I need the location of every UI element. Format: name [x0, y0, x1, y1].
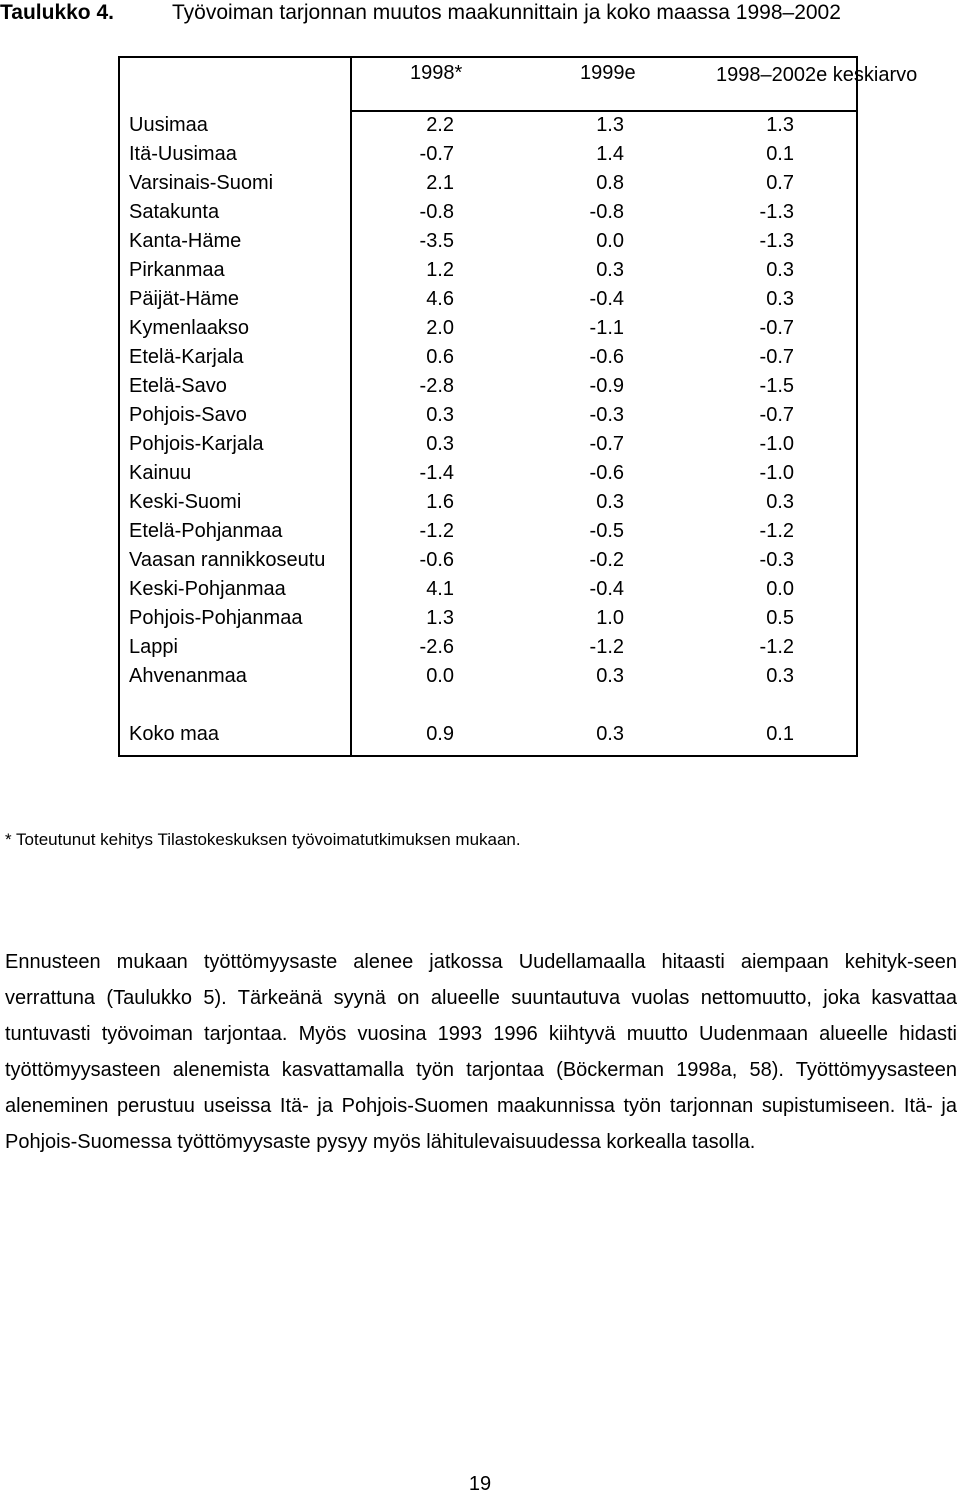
table-row-value-1999: -0.2 — [589, 549, 624, 571]
table-row-value-1998: 0.6 — [426, 346, 454, 368]
table-row-value-1998: -1.4 — [419, 462, 454, 484]
table-row-value-1998: 1.6 — [426, 491, 454, 513]
table-row-value-1999: -0.8 — [589, 201, 624, 223]
table-row-region-label: Itä-Uusimaa — [129, 143, 237, 165]
caption-title: Työvoiman tarjonnan muutos maakunnittain ja koko maassa 1998–2002 — [172, 1, 841, 24]
table-row-value-1999: 0.3 — [596, 491, 624, 513]
table-row-value-1998: 1.3 — [426, 607, 454, 629]
table-row-value-1998: 4.1 — [426, 578, 454, 600]
table-row-value-average: 0.5 — [766, 607, 794, 629]
table-row-value-average: -0.7 — [759, 317, 794, 339]
table-row-region-label: Keski-Suomi — [129, 491, 242, 513]
table-row-region-label: Pohjois-Savo — [129, 404, 247, 426]
table-row-value-average: -1.0 — [759, 462, 794, 484]
table-row-value-1998: 0.3 — [426, 404, 454, 426]
table-row-region-label: Keski-Pohjanmaa — [129, 578, 286, 600]
table-row-value-average: -0.3 — [759, 549, 794, 571]
table-row-value-1998: -0.7 — [419, 143, 454, 165]
table-row-value-1998: 1.2 — [426, 259, 454, 281]
table-row-value-average: -0.7 — [759, 346, 794, 368]
data-table — [118, 56, 918, 757]
table-row-value-1999: 1.3 — [596, 114, 624, 136]
table-row-value-1999: 0.8 — [596, 172, 624, 194]
table-row-value-1998: -0.6 — [419, 549, 454, 571]
total-row-value-1998: 0.9 — [426, 723, 454, 745]
table-row-region-label: Etelä-Pohjanmaa — [129, 520, 283, 542]
table-row-value-1999: -0.6 — [589, 346, 624, 368]
table-row-value-average: -1.5 — [759, 375, 794, 397]
table-row-region-label: Varsinais-Suomi — [129, 172, 274, 194]
table-row-value-1998: -2.8 — [419, 375, 454, 397]
table-row-value-average: 0.3 — [766, 665, 794, 687]
table-row-value-1998: 4.6 — [426, 288, 454, 310]
table-row-value-average: -1.0 — [759, 433, 794, 455]
table-row-value-average: 0.1 — [766, 143, 794, 165]
table-row-value-1998: -3.5 — [419, 230, 454, 252]
table-row-region-label: Etelä-Savo — [129, 375, 227, 397]
page-number: 19 — [468, 1473, 492, 1495]
table-row-region-label: Uusimaa — [129, 114, 208, 136]
table-row-region-label: Pohjois-Karjala — [129, 433, 264, 455]
column-divider — [350, 58, 352, 755]
table-row-region-label: Ahvenanmaa — [129, 665, 247, 687]
table-row-value-1998: 2.0 — [426, 317, 454, 339]
table-row-value-1998: -1.2 — [419, 520, 454, 542]
table-row-region-label: Pohjois-Pohjanmaa — [129, 607, 303, 629]
table-row-value-1999: 0.0 — [596, 230, 624, 252]
header-1998: 1998* — [410, 62, 463, 84]
table-footnote: * Toteutunut kehitys Tilastokeskuksen työvoimatutkimuksen mukaan. — [5, 830, 521, 849]
table-row-region-label: Lappi — [129, 636, 178, 658]
table-row-value-1999: 0.3 — [596, 665, 624, 687]
table-row-value-1999: -0.7 — [589, 433, 624, 455]
table-row-region-label: Vaasan rannikkoseutu — [129, 549, 326, 571]
table-row-value-1999: -0.4 — [589, 578, 624, 600]
table-row-value-1998: -2.6 — [419, 636, 454, 658]
total-row-value-average: 0.1 — [766, 723, 794, 745]
table-row-region-label: Etelä-Karjala — [129, 346, 244, 368]
table-row-value-1999: -0.9 — [589, 375, 624, 397]
table-row-value-average: 0.3 — [766, 288, 794, 310]
table-row-value-average: -1.2 — [759, 520, 794, 542]
table-row-value-average: 1.3 — [766, 114, 794, 136]
table-row-value-1999: -0.6 — [589, 462, 624, 484]
table-caption — [0, 0, 841, 36]
table-row-value-1998: -0.8 — [419, 201, 454, 223]
total-row-value-1999: 0.3 — [596, 723, 624, 745]
table-row-value-average: 0.0 — [766, 578, 794, 600]
table-row-value-1999: -0.3 — [589, 404, 624, 426]
table-row-value-1999: -0.5 — [589, 520, 624, 542]
table-row-value-1999: 1.0 — [596, 607, 624, 629]
caption-label: Taulukko 4. — [0, 1, 114, 24]
table-row-region-label: Päijät-Häme — [129, 288, 240, 310]
table-row-region-label: Satakunta — [129, 201, 220, 223]
header-1999: 1999e — [580, 62, 636, 84]
table-row-value-average: -1.2 — [759, 636, 794, 658]
table-row-value-average: -1.3 — [759, 230, 794, 252]
table-row-value-average: -1.3 — [759, 201, 794, 223]
table-row-region-label: Kymenlaakso — [129, 317, 250, 339]
header-average: 1998–2002e keskiarvo — [716, 64, 918, 86]
table-row-value-average: 0.7 — [766, 172, 794, 194]
header-divider — [350, 110, 856, 112]
table-row-value-1999: 0.3 — [596, 259, 624, 281]
table-row-value-1999: -1.1 — [589, 317, 624, 339]
table-row-value-1998: 0.0 — [426, 665, 454, 687]
table-row-region-label: Kanta-Häme — [129, 230, 242, 252]
table-row-value-1998: 0.3 — [426, 433, 454, 455]
table-row-value-1998: 2.2 — [426, 114, 454, 136]
table-row-value-average: 0.3 — [766, 491, 794, 513]
total-row-region-label: Koko maa — [129, 723, 220, 745]
table-row-region-label: Pirkanmaa — [129, 259, 225, 281]
table-row-value-1999: -1.2 — [589, 636, 624, 658]
table-row-value-1999: 1.4 — [596, 143, 624, 165]
table-row-value-average: 0.3 — [766, 259, 794, 281]
table-row-region-label: Kainuu — [129, 462, 192, 484]
body-paragraph: Ennusteen mukaan työttömyysaste alenee jatkossa Uudellamaalla hitaasti aiempaan kehityk-seen verrattuna (Taulukko 5). Tärkeänä syynä on alueelle suuntautuva vuolas nettomuutto, joka kasvattaa tuntuvasti työvoiman tarjontaa. Myös vuosina 1993 1996 kiihtyvä muutto Uudenmaan alueelle hidasti työttömyysasteen alenemista kasvattamalla työn tarjontaa (Böckerman 1998a, 58). Työttömyysasteen aleneminen perustuu useissa Itä- ja Pohjois-Suomen maakunnissa työn tarjonnan supistumiseen. Itä- ja Pohjois-Suomessa työttömyysaste pysyy myös lähitulevaisuudessa korkealla tasolla. — [5, 951, 957, 1153]
table-row-value-1999: -0.4 — [589, 288, 624, 310]
table-row-value-1998: 2.1 — [426, 172, 454, 194]
table-row-value-average: -0.7 — [759, 404, 794, 426]
